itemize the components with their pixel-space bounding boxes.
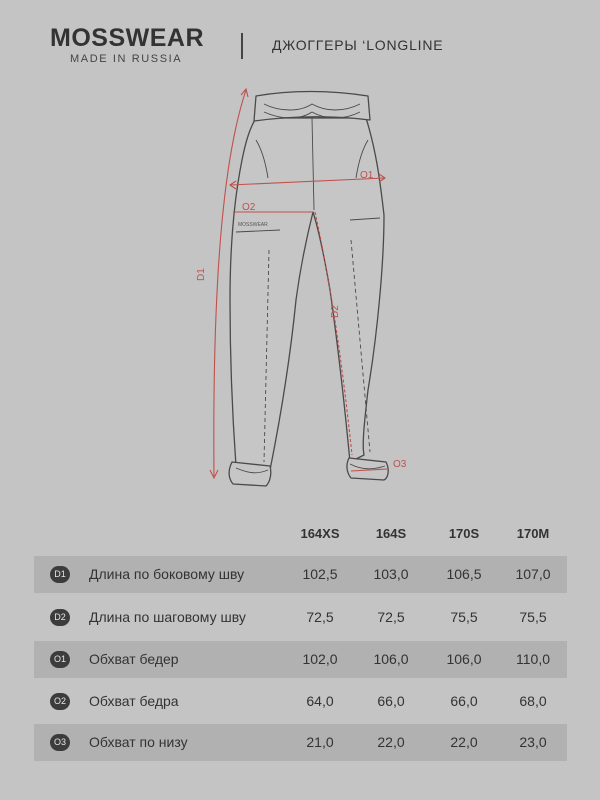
header-divider [241, 33, 243, 59]
size-column-164s: 164S [375, 526, 407, 541]
measure-label: Обхват бедра [89, 693, 179, 709]
value-cell: 106,0 [446, 651, 482, 667]
value-cell: 66,0 [450, 693, 478, 709]
value-cell: 23,0 [519, 734, 547, 750]
brand-tagline: MADE IN RUSSIA [70, 53, 183, 65]
label-o2: O2 [242, 202, 256, 213]
value-cell: 72,5 [306, 609, 334, 625]
measure-code-badge: O3 [50, 734, 70, 751]
garment-tag-text: MOSSWEAR [238, 222, 268, 228]
label-d1: D1 [196, 268, 207, 281]
value-cell: 72,5 [377, 609, 405, 625]
measure-code-badge: O1 [50, 651, 70, 668]
value-cell: 22,0 [377, 734, 405, 750]
value-cell: 64,0 [306, 693, 334, 709]
garment-diagram [0, 80, 600, 500]
value-cell: 102,0 [302, 651, 338, 667]
value-cell: 103,0 [373, 566, 409, 582]
value-cell: 22,0 [450, 734, 478, 750]
value-cell: 107,0 [515, 566, 551, 582]
size-column-170m: 170M [516, 526, 550, 541]
value-cell: 66,0 [377, 693, 405, 709]
product-title: ДЖОГГЕРЫ ‘LONGLINE [272, 37, 444, 53]
measure-code-badge: D1 [50, 566, 70, 583]
value-cell: 68,0 [519, 693, 547, 709]
size-column-164xs: 164XS [300, 526, 340, 541]
pants-waistband [254, 92, 370, 122]
value-cell: 106,5 [446, 566, 482, 582]
pants-illustration [229, 92, 388, 487]
table-row [34, 724, 567, 761]
value-cell: 21,0 [306, 734, 334, 750]
value-cell: 75,5 [450, 609, 478, 625]
value-cell: 75,5 [519, 609, 547, 625]
table-row [34, 599, 567, 636]
measure-label: Обхват по низу [89, 734, 188, 750]
label-o1: O1 [360, 170, 374, 181]
label-d2: D2 [330, 305, 341, 318]
table-row [34, 641, 567, 678]
measure-label: Длина по шаговому шву [89, 609, 246, 625]
brand-logo: MOSSWEAR [50, 24, 204, 52]
table-row [34, 683, 567, 720]
size-column-170s: 170S [448, 526, 480, 541]
value-cell: 110,0 [516, 651, 550, 667]
value-cell: 102,5 [302, 566, 338, 582]
header [0, 0, 600, 80]
measure-label: Длина по боковому шву [89, 566, 245, 582]
measure-code-badge: D2 [50, 609, 70, 626]
value-cell: 106,0 [373, 651, 409, 667]
measure-code-badge: O2 [50, 693, 70, 710]
label-o3: O3 [393, 459, 407, 470]
table-row [34, 556, 567, 593]
measure-label: Обхват бедер [89, 651, 179, 667]
pants-cuff-left [229, 462, 271, 486]
